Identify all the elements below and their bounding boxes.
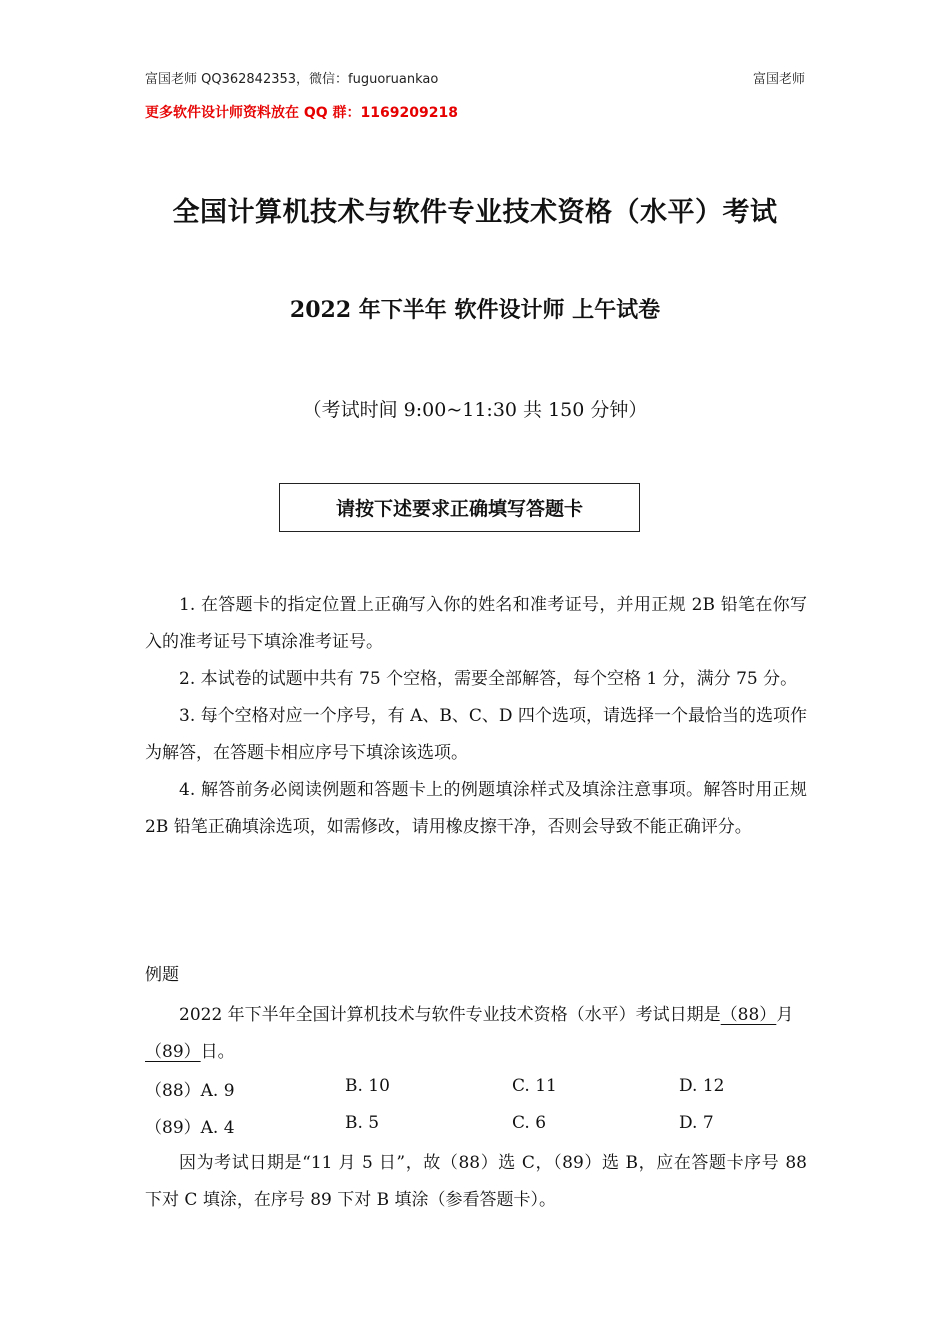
exam-subtitle: 2022 年下半年 软件设计师 上午试卷 <box>289 297 661 323</box>
option-89-b: B. 5 <box>345 1113 380 1133</box>
example-question <box>145 997 807 1071</box>
option-89-a: （89）A. 4 <box>145 1118 235 1138</box>
exam-time: （考试时间 9:00~11:30 共 150 分钟） <box>302 399 648 421</box>
header-contact: 富国老师 QQ362842353，微信：fuguoruankao <box>145 72 439 87</box>
instruction-item: 4. 解答前务必阅读例题和答题卡上的例题填涂样式及填涂注意事项。解答时用正规 2B 铅笔正确填涂选项，如需修改，请用橡皮擦干净，否则会导致不能正确评分。 <box>145 780 807 837</box>
exam-title: 全国计算机技术与软件专业技术资格（水平）考试 <box>172 197 778 228</box>
notice-box-text: 请按下述要求正确填写答题卡 <box>335 498 583 520</box>
options-row-88 <box>145 1076 807 1106</box>
answer-blank-88: （88） <box>720 1005 777 1025</box>
option-88-a: （88）A. 9 <box>145 1081 235 1101</box>
options-row-89 <box>145 1113 807 1143</box>
example-explanation: 因为考试日期是“11 月 5 日”，故（88）选 C，（89）选 B，应在答题卡序号 88 下对 C 填涂，在序号 89 下对 B 填涂（参看答题卡）。 <box>145 1153 807 1210</box>
instruction-item: 2. 本试卷的试题中共有 75 个空格，需要全部解答，每个空格 1 分，满分 75 分。 <box>179 669 798 689</box>
answer-blank-89: （89） <box>145 1042 201 1062</box>
instructions <box>145 587 807 846</box>
option-89-c: C. 6 <box>512 1113 547 1133</box>
header-author: 富国老师 <box>752 72 805 87</box>
header-qq-group: 更多软件设计师资料放在 QQ 群：1169209218 <box>145 105 458 121</box>
example-question-part1: 2022 年下半年全国计算机技术与软件专业技术资格（水平）考试日期是 <box>179 1005 721 1025</box>
example-question-part2: 月 <box>776 1005 794 1025</box>
instruction-item: 3. 每个空格对应一个序号，有 A、B、C、D 四个选项，请选择一个最恰当的选项作为解答，在答题卡相应序号下填涂该选项。 <box>145 706 807 763</box>
option-88-b: B. 10 <box>345 1076 390 1096</box>
option-88-c: C. 11 <box>512 1076 557 1096</box>
option-88-d: D. 12 <box>679 1076 725 1096</box>
option-89-d: D. 7 <box>679 1113 714 1133</box>
instruction-item: 1. 在答题卡的指定位置上正确写入你的姓名和准考证号，并用正规 2B 铅笔在你写入的准考证号下填涂准考证号。 <box>145 595 807 652</box>
notice-box <box>279 483 640 532</box>
example-question-part3: 日。 <box>200 1042 235 1062</box>
example-label: 例题 <box>145 965 179 985</box>
